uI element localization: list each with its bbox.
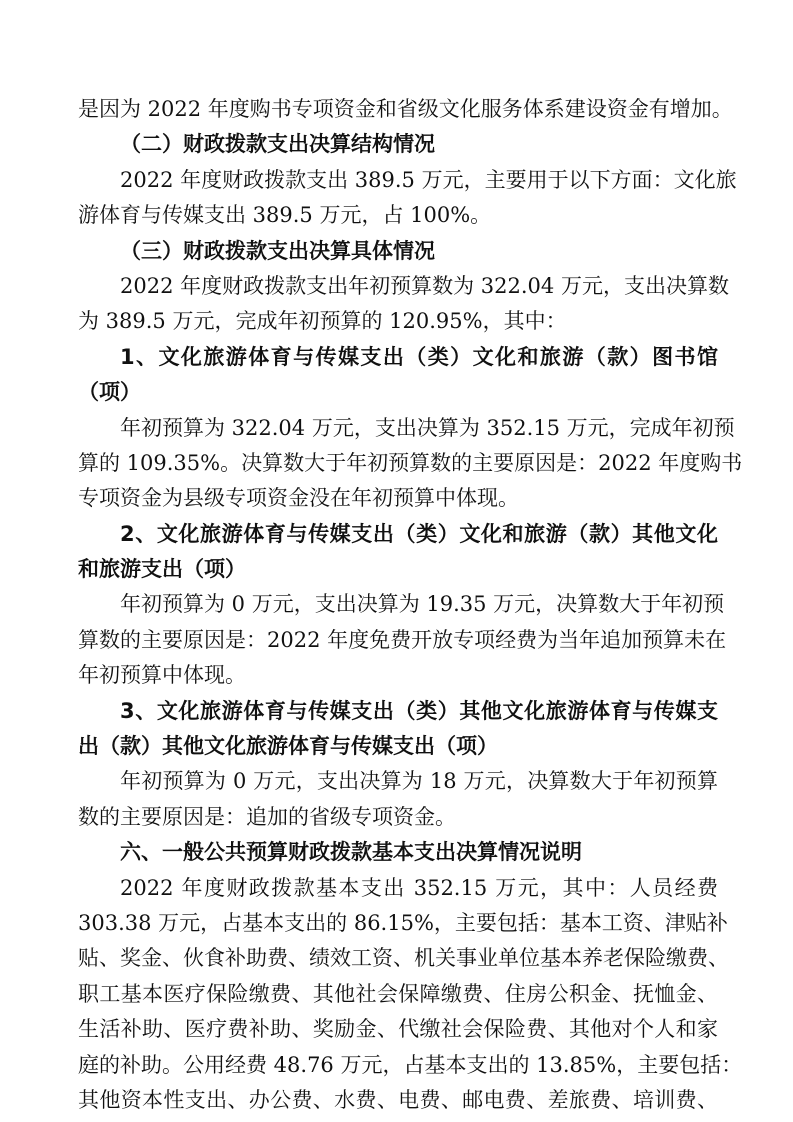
paragraph-line: 为 389.5 万元，完成年初预算的 120.95%，其中：: [78, 309, 567, 334]
paragraph-line: 游体育与传媒支出 389.5 万元，占 100%。: [78, 203, 492, 228]
section-heading-line: 2、文化旅游体育与传媒支出（类）文化和旅游（款）其他文化: [120, 521, 718, 546]
paragraph-line: 算数的主要原因是：2022 年度免费开放专项经费为当年追加预算未在: [78, 627, 727, 652]
paragraph-line: 2022 年度财政拨款基本支出 352.15 万元，其中：人员经费: [120, 875, 718, 900]
paragraph-line: 专项资金为县级专项资金没在年初预算中体现。: [78, 486, 519, 511]
paragraph-line: 2022 年度财政拨款支出年初预算数为 322.04 万元，支出决算数: [120, 273, 729, 298]
paragraph-line: 是因为 2022 年度购书专项资金和省级文化服务体系建设资金有增加。: [78, 97, 733, 121]
section-heading-line: （项）: [78, 380, 141, 405]
paragraph-line: 其他资本性支出、办公费、水费、电费、邮电费、差旅费、培训费、: [78, 1087, 718, 1112]
section-heading-line: （二）财政拨款支出决算结构情况: [120, 132, 435, 157]
section-heading-line: 六、一般公共预算财政拨款基本支出决算情况说明: [120, 840, 582, 865]
paragraph-line: 年初预算为 0 万元，支出决算为 19.35 万元，决算数大于年初预: [120, 592, 725, 617]
paragraph-line: 算的 109.35%。决算数大于年初预算数的主要原因是：2022 年度购书: [78, 450, 743, 475]
paragraph-line: 303.38 万元，占基本支出的 86.15%，主要包括：基本工资、津贴补: [78, 910, 728, 935]
section-heading-line: 3、文化旅游体育与传媒支出（类）其他文化旅游体育与传媒支: [120, 698, 718, 723]
paragraph-line: 贴、奖金、伙食补助费、绩效工资、机关事业单位基本养老保险缴费、: [78, 946, 729, 971]
paragraph-line: 数的主要原因是：追加的省级专项资金。: [78, 804, 456, 829]
section-heading-line: 和旅游支出（项）: [78, 557, 246, 582]
section-heading-line: 出（款）其他文化旅游体育与传媒支出（项）: [78, 734, 498, 759]
paragraph-line: 庭的补助。公用经费 48.76 万元，占基本支出的 13.85%，主要包括：: [78, 1052, 743, 1077]
paragraph-line: 年初预算为 322.04 万元，支出决算为 352.15 万元，完成年初预: [120, 415, 735, 440]
paragraph-line: 职工基本医疗保险缴费、其他社会保障缴费、住房公积金、抚恤金、: [78, 981, 718, 1006]
paragraph-line: 年初预算中体现。: [78, 663, 246, 688]
section-heading-line: （三）财政拨款支出决算具体情况: [120, 238, 435, 263]
paragraph-line: 生活补助、医疗费补助、奖励金、代缴社会保险费、其他对个人和家: [78, 1017, 718, 1042]
document-page: [78, 92, 743, 1118]
section-heading-line: 1、文化旅游体育与传媒支出（类）文化和旅游（款）图书馆: [120, 344, 718, 369]
paragraph-line: 2022 年度财政拨款支出 389.5 万元，主要用于以下方面：文化旅: [120, 167, 737, 192]
paragraph-line: 年初预算为 0 万元，支出决算为 18 万元，决算数大于年初预算: [120, 769, 718, 794]
